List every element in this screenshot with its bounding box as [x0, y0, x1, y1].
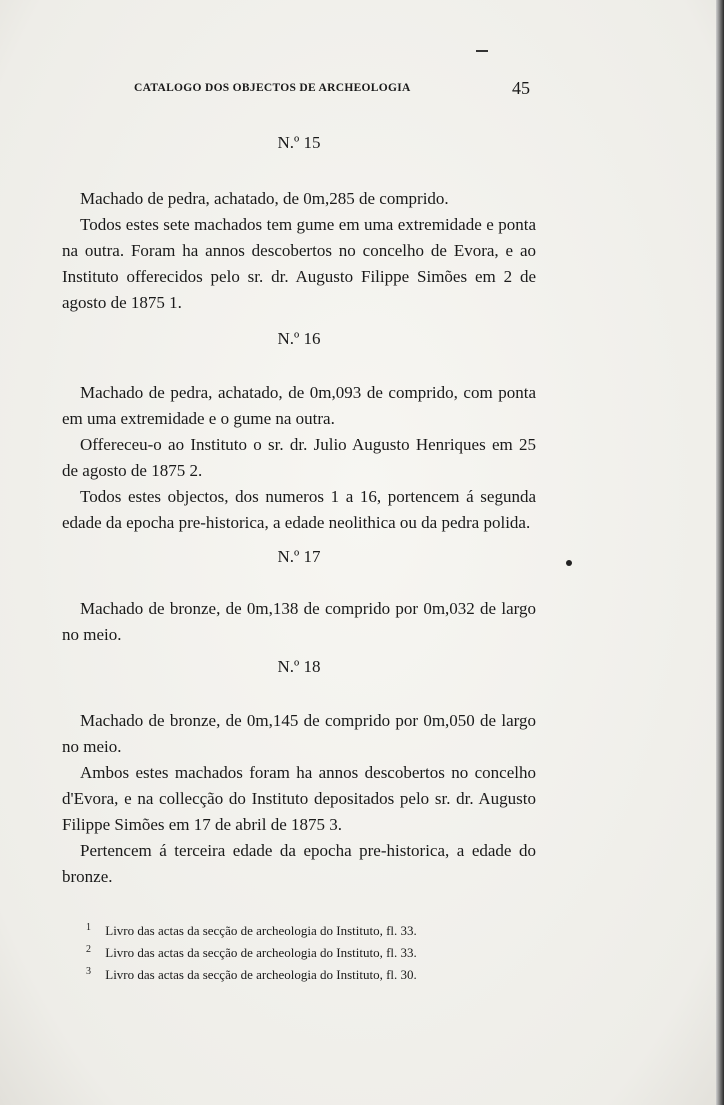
paragraph: Machado de bronze, de 0m,138 de comprido por 0m,032 de largo no meio.	[62, 599, 536, 644]
paragraph: Todos estes objectos, dos numeros 1 a 16, portencem á segunda edade da epocha pre-historica, a edade neolithica ou da pedra polida.	[62, 487, 536, 532]
entry-title-17: N.º 17	[277, 547, 321, 566]
footnote-text: Livro das actas da secção de archeologia do Instituto, fl. 33.	[105, 945, 417, 960]
page-header	[134, 80, 534, 100]
footnote: 1 Livro das actas da secção de archeologia do Instituto, fl. 33.	[86, 921, 417, 938]
entry-title-15: N.º 15	[277, 133, 321, 152]
footnotes	[86, 920, 526, 986]
footnote: 2 Livro das actas da secção de archeologia do Instituto, fl. 33.	[86, 943, 417, 960]
paragraph: Machado de bronze, de 0m,145 de comprido por 0m,050 de largo no meio.	[62, 711, 536, 756]
paragraph: Todos estes sete machados tem gume em uma extremidade e ponta na outra. Foram ha annos descobertos no concelho de Evora, e ao Instituto offerecidos pelo sr. dr. Augusto Filippe Simões em 2 de agosto de 1875 1.	[62, 215, 536, 312]
paragraph: Offereceu-o ao Instituto o sr. dr. Julio Augusto Henriques em 25 de agosto de 1875 2.	[62, 435, 536, 480]
paragraph: Ambos estes machados foram ha annos descobertos no concelho d'Evora, e na collecção do Instituto depositados pelo sr. dr. Augusto Filippe Simões em 17 de abril de 1875 3.	[62, 763, 536, 834]
page-number: 45	[512, 78, 530, 98]
footnote: 3 Livro das actas da secção de archeologia do Instituto, fl. 30.	[86, 965, 417, 982]
footnote-text: Livro das actas da secção de archeologia do Instituto, fl. 33.	[105, 923, 417, 938]
running-title: CATALOGO DOS OBJECTOS DE ARCHEOLOGIA	[134, 82, 411, 94]
paragraph: Machado de pedra, achatado, de 0m,093 de comprido, com ponta em uma extremidade e o gume na outra.	[62, 383, 536, 428]
page-edge-shadow	[716, 0, 724, 1105]
ink-dot-mark	[566, 560, 572, 566]
entry-title-16: N.º 16	[277, 329, 321, 348]
ink-dash-mark	[476, 50, 488, 52]
paragraph: Pertencem á terceira edade da epocha pre-historica, a edade do bronze.	[62, 841, 536, 886]
paragraph: Machado de pedra, achatado, de 0m,285 de comprido.	[80, 189, 449, 208]
entry-title-18: N.º 18	[277, 657, 321, 676]
main-text	[62, 130, 536, 890]
footnote-text: Livro das actas da secção de archeologia do Instituto, fl. 30.	[105, 967, 417, 982]
